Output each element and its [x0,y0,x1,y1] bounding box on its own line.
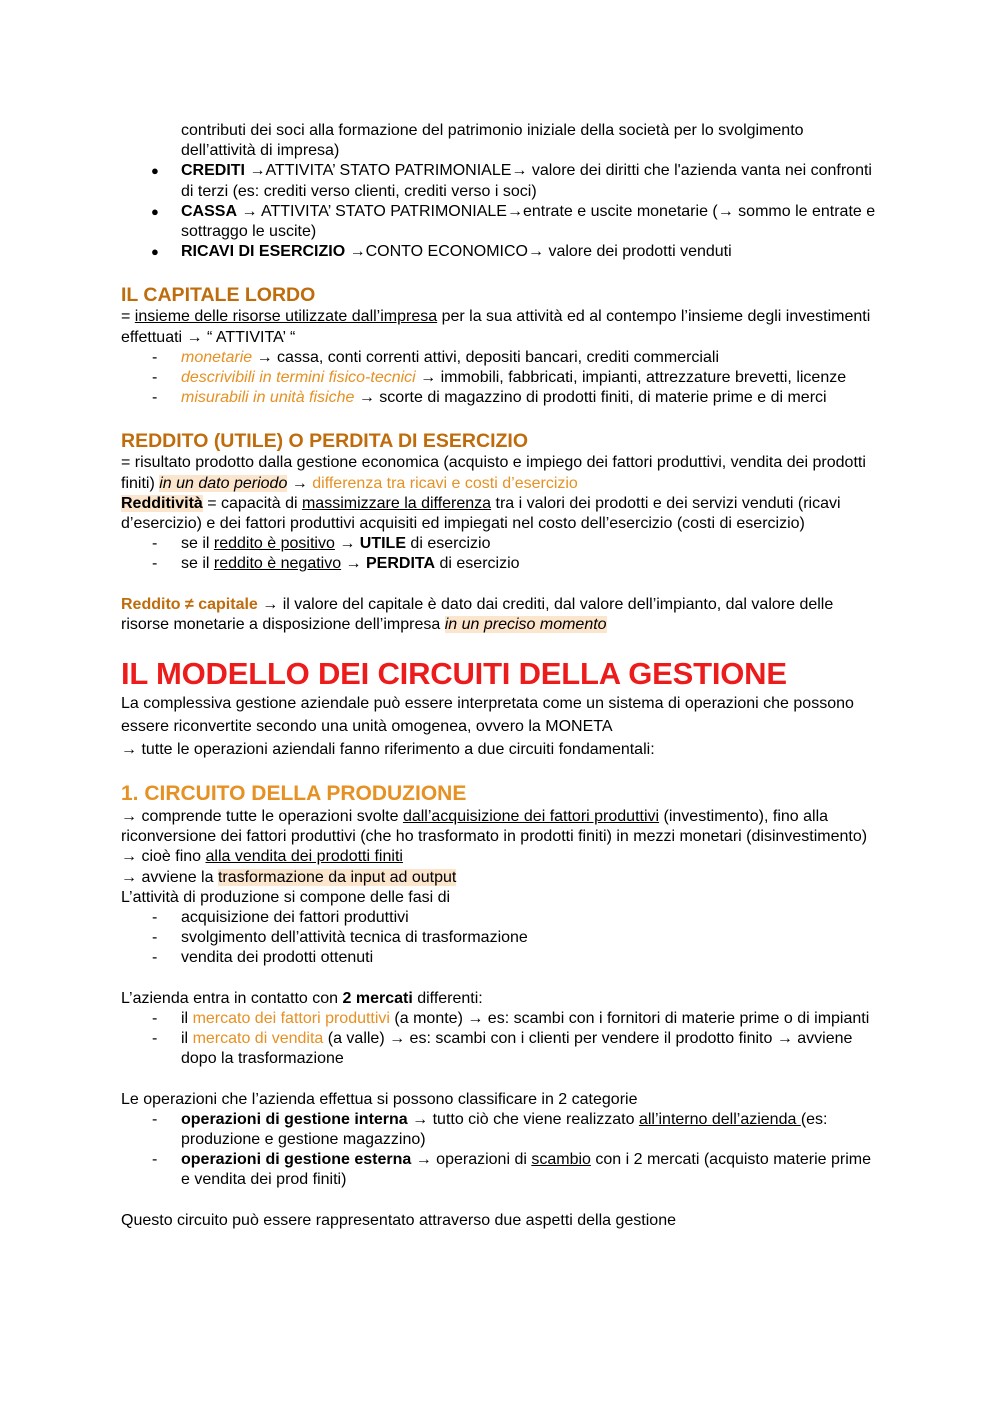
list-text: →ATTIVITA’ STATO PATRIMONIALE→ valore dei diritti che l'azienda vanta nei confronti di terzi (es: crediti verso clienti, crediti verso i soci) [181,162,872,200]
list-item: - acquisizione dei fattori produttivi [121,908,881,928]
list-item: - il mercato di vendita (a valle) → es: scambi con i clienti per vendere il prodotto finito → avviene dopo la trasformazione [121,1029,881,1069]
mercati-intro: L’azienda entra in contatto con 2 mercati differenti: [121,989,483,1007]
list-text: →CONTO ECONOMICO→ valore dei prodotti venduti [345,243,732,261]
capitale-definition: = insieme delle risorse utilizzate dall’impresa per la sua attività ed al contempo l’insieme degli investimenti effettuati → “ ATTIVITA’ “ [121,308,871,346]
circuito-trasformazione: → avviene la trasformazione da input ad output [121,868,457,886]
capitale-def-underlined: insieme delle risorse utilizzate dall’impresa [134,308,438,326]
reddito-definition: = risultato prodotto dalla gestione economica (acquisto e impiego dei fattori produttivi, vendita dei prodotti finiti) in un dato periodo → differenza tra ricavi e costi d’esercizio [121,454,866,492]
operazioni-intro: Le operazioni che l’azienda effettua si possono classificare in 2 categorie [121,1090,638,1108]
heading-modello-circuiti: IL MODELLO DEI CIRCUITI DELLA GESTIONE [121,656,787,692]
reddito-difference: differenza tra ricavi e costi d’esercizio [312,474,578,492]
heading-circuito-produzione: 1. CIRCUITO DELLA PRODUZIONE [121,782,467,806]
list-item [121,242,881,262]
list-text: → cassa, conti correnti attivi, depositi bancari, crediti commerciali [252,348,719,366]
closing-paragraph: Questo circuito può essere rappresentato attraverso due aspetti della gestione [121,1211,676,1229]
list-item [121,348,881,368]
highlight-trasformazione: trasformazione da input ad output [217,868,457,886]
list-item [121,368,881,388]
list-item [121,161,881,201]
list-term: CASSA [181,202,238,220]
redditivita-term: Redditività [121,494,203,512]
list-item: - se il reddito è negativo → PERDITA di esercizio [121,554,881,574]
list-term: descrivibili in termini fisico-tecnici [181,369,416,387]
dash-list-capitale [121,348,881,409]
circuito-paragraph: → comprende tutte le operazioni svolte dall’acquisizione dei fattori produttivi (investimento), fino alla riconversione dei fattori produttivi (che ho trasformato in prodotti finiti) in mezzi monetari (disinvestimento) → cioè fino alla vendita dei prodotti finiti [121,808,868,866]
list-term: RICAVI DI ESERCIZIO [181,243,346,261]
list-item: - vendita dei prodotti ottenuti [121,948,881,968]
list-term: CREDITI [181,162,245,180]
highlight-preciso-momento: in un preciso momento [444,615,607,633]
list-text: → scorte di magazzino di prodotti finiti, di materie prime e di merci [354,389,827,407]
redditivita-definition: Redditività = capacità di massimizzare la differenza tra i valori dei prodotti e dei servizi venduti (ricavi d’esercizio) e dei fattori produttivi acquisiti ed impiegati nel costo dell’esercizio (costi di esercizio) [121,494,841,533]
dash-list-reddito [121,534,881,574]
list-term: misurabili in unità fisiche [181,389,355,407]
list-item: - operazioni di gestione interna → tutto ciò che viene realizzato all’interno dell’azienda (es: produzione e gestione magazzino) [121,1110,881,1150]
list-term: monetarie [181,348,253,366]
list-item [121,388,881,408]
list-text: → immobili, fabbricati, impianti, attrezzature brevetti, licenze [415,369,847,387]
reddito-neq-term: Reddito ≠ capitale [121,595,258,613]
list-item: - il mercato dei fattori produttivi (a monte) → es: scambi con i fornitori di materie prime o di impianti [121,1009,881,1029]
heading-capitale-lordo: IL CAPITALE LORDO [121,284,316,307]
reddito-neq-capitale: Reddito ≠ capitale → il valore del capitale è dato dai crediti, dal valore dell’impianto, dal valore delle risorse monetarie a disposizione dell’impresa in un preciso momento [121,595,834,633]
list-term: mercato di vendita [192,1030,324,1048]
circuito-fasi-intro: L’attività di produzione si compone delle fasi di [121,888,451,906]
page-content [121,121,881,1231]
list-item: - operazioni di gestione esterna → operazioni di scambio con i 2 mercati (acquisto materie prime e vendita dei prod finiti) [121,1150,881,1190]
list-item [121,202,881,242]
dash-list-fasi [121,908,881,969]
bullet-list-conti [121,161,881,262]
modello-arrow-line: → tutte le operazioni aziendali fanno riferimento a due circuiti fondamentali: [121,741,655,759]
list-term: mercato dei fattori produttivi [192,1009,390,1027]
list-item: - svolgimento dell’attività tecnica di trasformazione [121,928,881,948]
list-item: - se il reddito è positivo → UTILE di esercizio [121,534,881,554]
heading-reddito: REDDITO (UTILE) O PERDITA DI ESERCIZIO [121,430,528,453]
list-continuation: contributi dei soci alla formazione del patrimonio iniziale della società per lo svolgimento dell’attività di impresa) [181,122,804,160]
modello-paragraph: La complessiva gestione aziendale può essere interpretata come un sistema di operazioni che possono essere riconvertite secondo una unità omogenea, ovvero la MONETA [121,695,854,736]
list-text: → ATTIVITA’ STATO PATRIMONIALE→entrate e uscite monetarie (→ sommo le entrate e sottraggo le uscite) [181,202,876,241]
highlight-dato-periodo: in un dato periodo [159,474,288,492]
dash-list-mercati [121,1009,881,1070]
dash-list-operazioni [121,1110,881,1191]
